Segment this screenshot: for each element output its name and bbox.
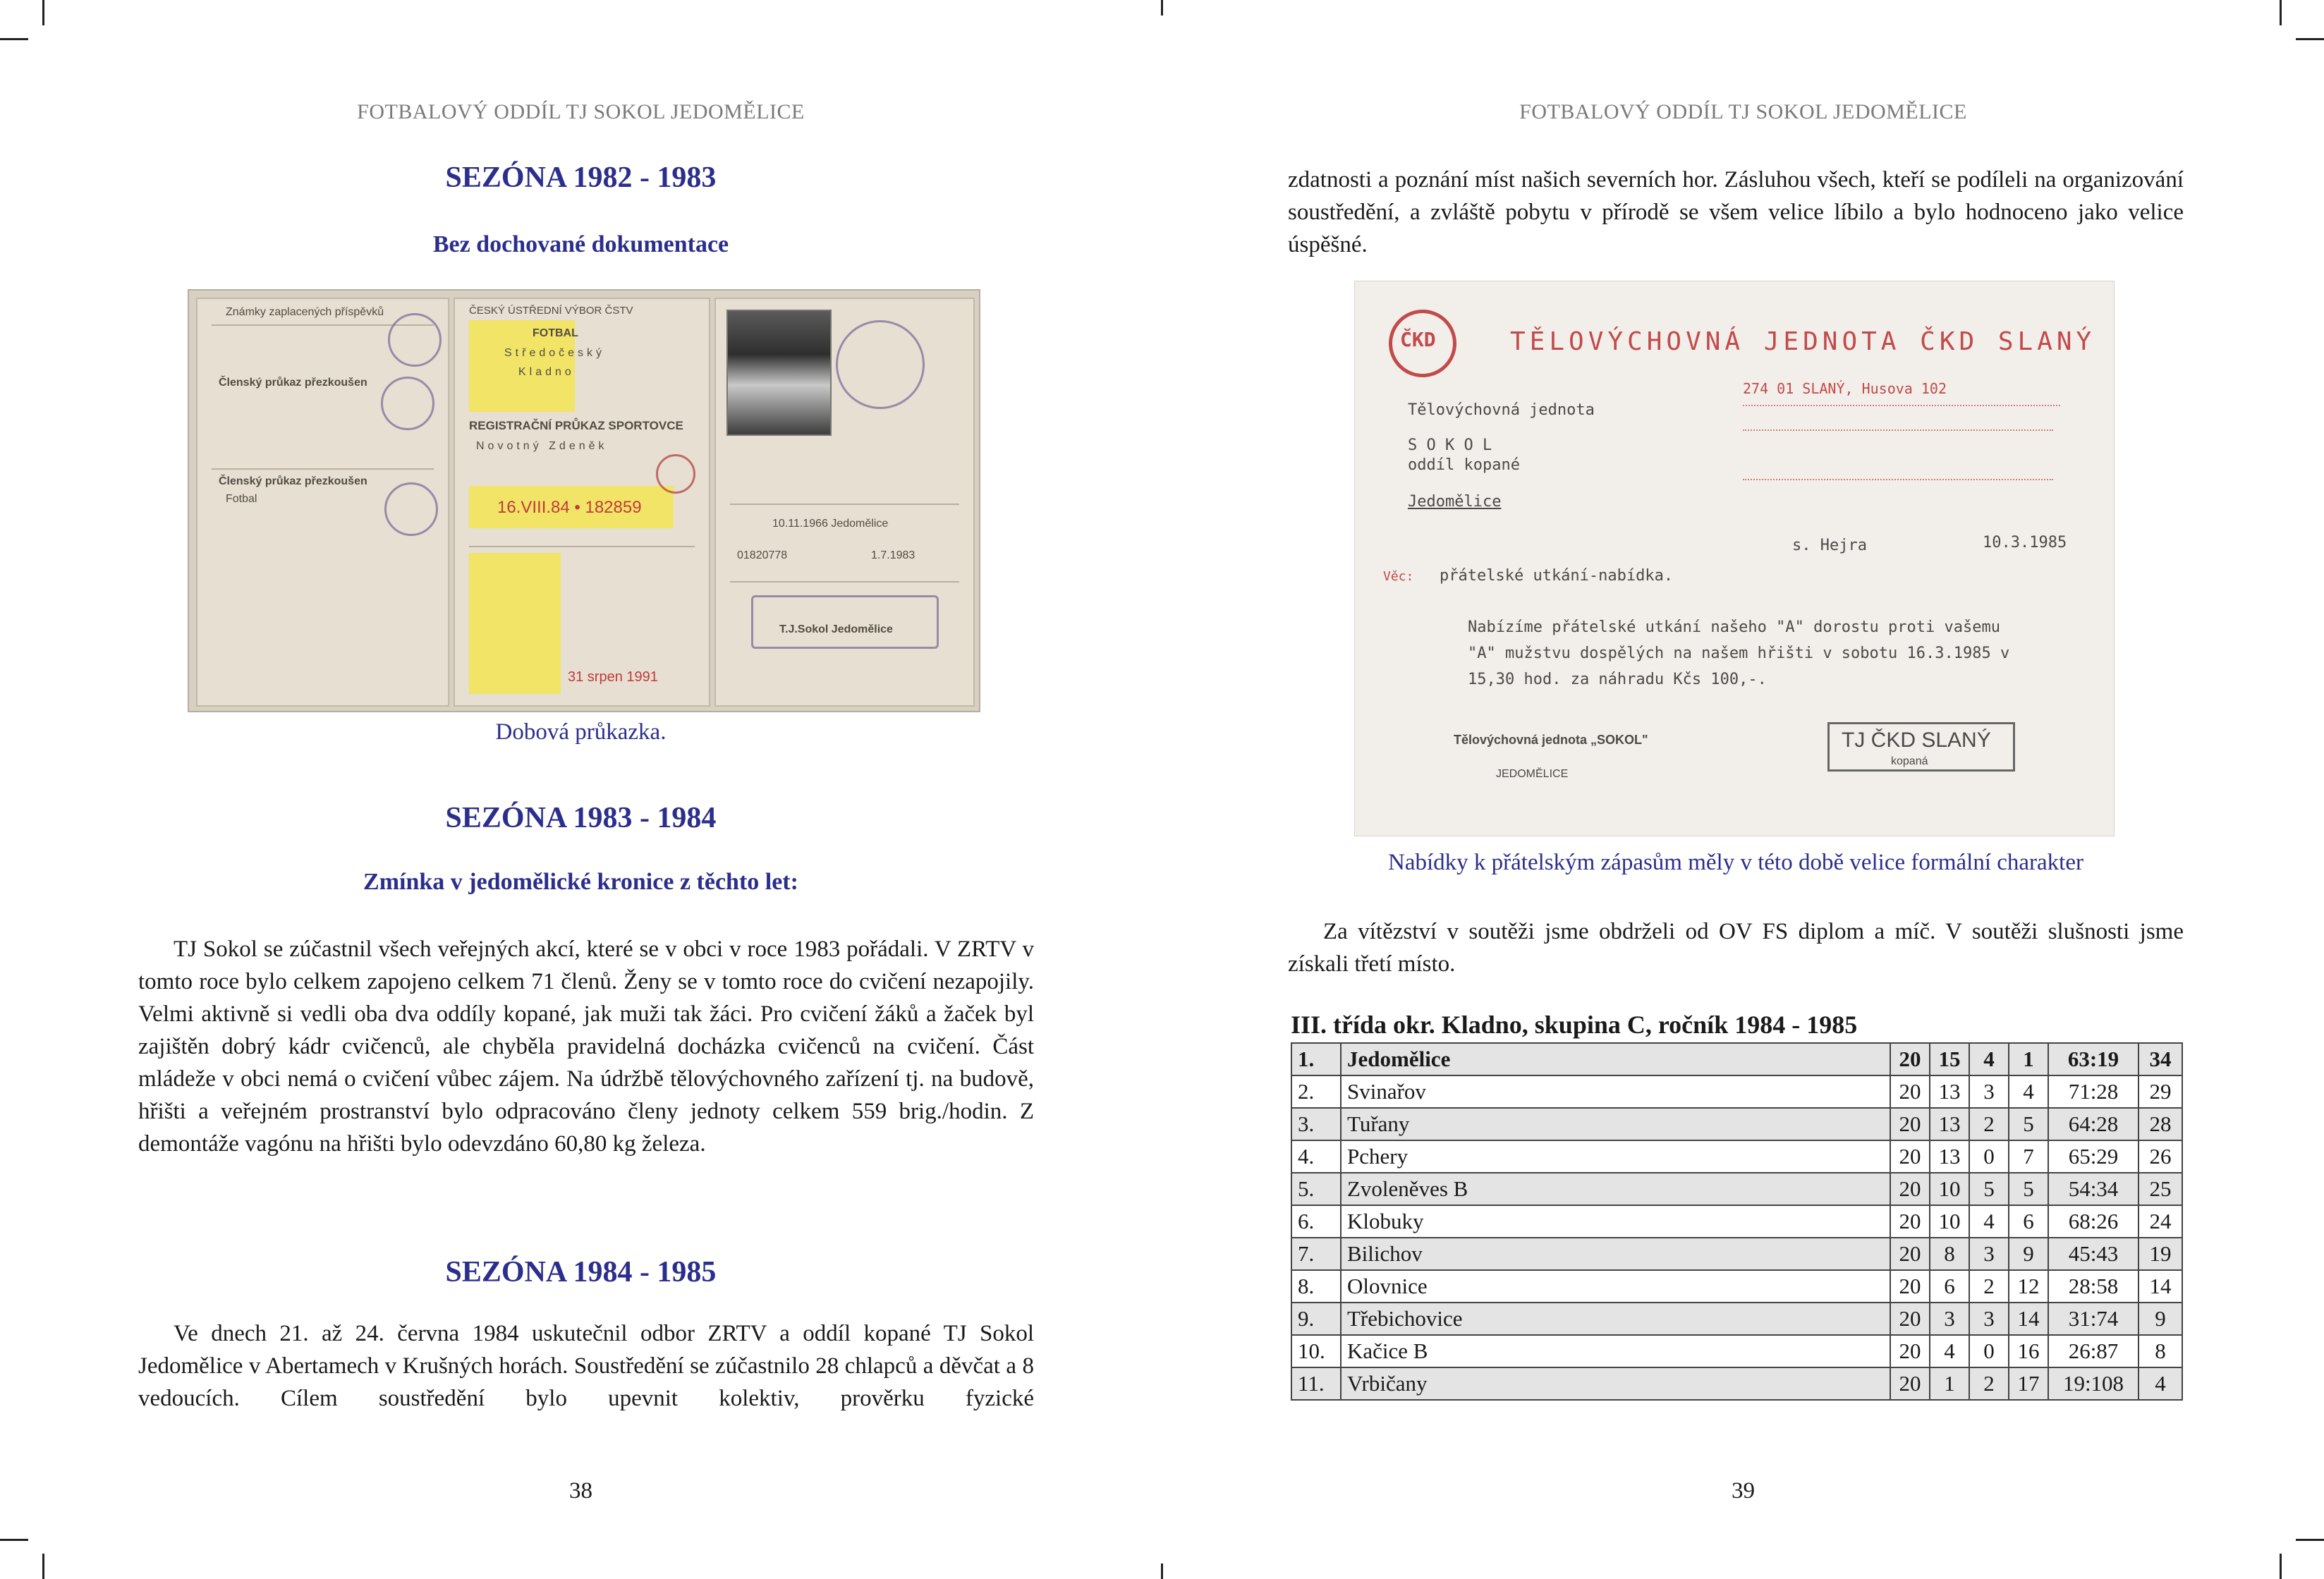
body-paragraph-continued: [1288, 164, 2184, 261]
wins-cell: 10: [1930, 1173, 1969, 1205]
card-line: [212, 468, 434, 470]
losses-cell: 4: [2009, 1075, 2048, 1108]
letter-subject: přátelské utkání-nabídka.: [1440, 567, 1674, 585]
wins-cell: 13: [1930, 1075, 1969, 1108]
letter-handler: s. Hejra: [1792, 537, 1867, 554]
running-head: FOTBALOVÝ ODDÍL TJ SOKOL JEDOMĚLICE: [357, 100, 805, 123]
losses-cell: 1: [2009, 1043, 2048, 1075]
score-cell: 31:74: [2048, 1303, 2139, 1335]
draws-cell: 2: [1969, 1367, 2009, 1400]
table-row: [1291, 1043, 2182, 1075]
letterhead: TĚLOVÝCHOVNÁ JEDNOTA ČKD SLANÝ: [1510, 327, 2096, 356]
score-cell: 68:26: [2048, 1205, 2139, 1238]
rank-cell: 4.: [1291, 1140, 1341, 1173]
draws-cell: 3: [1969, 1075, 2009, 1108]
membership-card-photo: [188, 289, 980, 712]
paragraph: Ve dnech 21. až 24. června 1984 uskutečnil odbor ZRTV a oddíl kopané TJ Sokol Jedomělice v Abertamech v Krušných horách. Soustředění se zúčastnilo 28 chlapců a děvčat a 8 vedoucích. Cílem soustředění bylo upevnit kolektiv, prověrku fyzické: [138, 1321, 1034, 1411]
wins-cell: 13: [1930, 1140, 1969, 1173]
score-cell: 71:28: [2048, 1075, 2139, 1108]
team-cell: Zvoleněves B: [1341, 1173, 1890, 1205]
score-cell: 19:108: [2048, 1367, 2139, 1400]
played-cell: 20: [1890, 1043, 1930, 1075]
points-cell: 34: [2139, 1043, 2182, 1075]
team-cell: Olovnice: [1341, 1270, 1890, 1303]
card-panel-registration: [454, 298, 710, 707]
wins-cell: 1: [1930, 1367, 1969, 1400]
losses-cell: 6: [2009, 1205, 2048, 1238]
league-table: [1291, 1042, 2183, 1401]
wins-cell: 4: [1930, 1335, 1969, 1367]
wins-cell: 13: [1930, 1108, 1969, 1140]
letter-recipient: S O K O L: [1408, 437, 1492, 454]
losses-cell: 9: [2009, 1238, 2048, 1270]
card-text: Novotný Zdeněk: [476, 440, 608, 452]
card-text: FOTBAL: [533, 327, 578, 339]
stamp-icon: [388, 313, 442, 367]
played-cell: 20: [1890, 1335, 1930, 1367]
letter-divider: [1743, 479, 2053, 483]
card-line: [730, 504, 959, 505]
photo-caption-card: Dobová průkazka.: [495, 719, 667, 745]
points-cell: 26: [2139, 1140, 2182, 1173]
card-line: [469, 546, 695, 547]
card-text: Kladno: [518, 366, 575, 378]
paragraph: Za vítězství v soutěži jsme obdrželi od OV FS diplom a míč. V soutěži slušnosti jsme získali třetí místo.: [1288, 919, 2184, 977]
rank-cell: 2.: [1291, 1075, 1341, 1108]
card-text: Středočeský: [504, 347, 606, 359]
letter-photo: [1354, 281, 2115, 836]
draws-cell: 5: [1969, 1173, 2009, 1205]
letter-recipient: Tělovýchovná jednota: [1408, 401, 1595, 419]
score-cell: 64:28: [2048, 1108, 2139, 1140]
draws-cell: 4: [1969, 1205, 2009, 1238]
losses-cell: 14: [2009, 1303, 2048, 1335]
page-number: 38: [569, 1478, 592, 1504]
draws-cell: 2: [1969, 1270, 2009, 1303]
table-row: [1291, 1173, 2182, 1205]
draws-cell: 3: [1969, 1238, 2009, 1270]
season-subheading-1982: Bez dochované dokumentace: [432, 231, 729, 257]
played-cell: 20: [1890, 1367, 1930, 1400]
draws-cell: 3: [1969, 1303, 2009, 1335]
running-head: FOTBALOVÝ ODDÍL TJ SOKOL JEDOMĚLICE: [1519, 100, 1967, 123]
team-cell: Tuřany: [1341, 1108, 1890, 1140]
points-cell: 4: [2139, 1367, 2182, 1400]
points-cell: 14: [2139, 1270, 2182, 1303]
stamp-left-text: JEDOMĚLICE: [1496, 768, 1569, 780]
score-cell: 54:34: [2048, 1173, 2139, 1205]
wins-cell: 6: [1930, 1270, 1969, 1303]
losses-cell: 5: [2009, 1108, 2048, 1140]
card-panel-stamps: [196, 298, 449, 707]
draws-cell: 0: [1969, 1335, 2009, 1367]
wins-cell: 15: [1930, 1043, 1969, 1075]
played-cell: 20: [1890, 1173, 1930, 1205]
stamp-right-text: TJ ČKD SLANÝ: [1842, 728, 1991, 752]
card-panel-photo: [714, 298, 975, 707]
card-highlight: [469, 553, 561, 694]
losses-cell: 5: [2009, 1173, 2048, 1205]
letter-body: 15,30 hod. za náhradu Kčs 100,-.: [1468, 671, 1767, 688]
card-text: 16.VIII.84 • 182859: [497, 498, 642, 517]
team-cell: Klobuky: [1341, 1205, 1890, 1238]
letter-body: Nabízíme přátelské utkání našeho "A" dorostu proti vašemu: [1468, 618, 2000, 636]
draws-cell: 2: [1969, 1108, 2009, 1140]
stamp-icon: [751, 595, 939, 649]
rank-cell: 1.: [1291, 1043, 1341, 1075]
photo-caption-letter: Nabídky k přátelským zápasům měly v této době velice formální charakter: [1388, 850, 2083, 875]
table-row: [1291, 1108, 2182, 1140]
played-cell: 20: [1890, 1205, 1930, 1238]
table-row: [1291, 1140, 2182, 1173]
card-text: 01820778: [737, 549, 788, 561]
letter-divider: [1743, 429, 2053, 434]
card-text: ČESKÝ ÚSTŘEDNÍ VÝBOR ČSTV: [469, 305, 633, 317]
stamp-icon: [836, 320, 925, 409]
points-cell: 19: [2139, 1238, 2182, 1270]
score-cell: 28:58: [2048, 1270, 2139, 1303]
rank-cell: 6.: [1291, 1205, 1341, 1238]
rank-cell: 7.: [1291, 1238, 1341, 1270]
wins-cell: 8: [1930, 1238, 1969, 1270]
played-cell: 20: [1890, 1238, 1930, 1270]
losses-cell: 12: [2009, 1270, 2048, 1303]
letter-recipient: oddíl kopané: [1408, 456, 1520, 474]
losses-cell: 17: [2009, 1367, 2048, 1400]
stamp-icon: [384, 482, 438, 536]
played-cell: 20: [1890, 1303, 1930, 1335]
played-cell: 20: [1890, 1140, 1930, 1173]
stamp-left-text: Tělovýchovná jednota „SOKOL": [1454, 733, 1648, 747]
portrait-photo: [726, 310, 832, 436]
points-cell: 8: [2139, 1335, 2182, 1367]
paragraph: TJ Sokol se zúčastnil všech veřejných akcí, které se v obci v roce 1983 pořádali. V ZRTV v tomto roce bylo celkem zapojeno celkem 71 členů. Ženy se v tomto roce do cvičení nezapojily. Velmi aktivně si vedli oba dva oddíly kopané, jak muži tak žáci. Pro cvičení žáků a žaček byl zajištěn dobrý kádr cvičenců, ale chyběla pravidelná docházka cvičenců na cvičení. Část mládeže v obci nemá o cvičení vůbec zájem. Na údržbě tělovýchovného zařízení tj. na budově, hřišti a veřejném prostranství bylo odpracováno členy jednoty celkem 559 brig./hodin. Z demontáže vagónu na hřišti bylo odevzdáno 60,80 kg železa.: [138, 937, 1034, 1157]
team-cell: Třebichovice: [1341, 1303, 1890, 1335]
card-text: T.J.Sokol Jedomělice: [779, 623, 893, 635]
played-cell: 20: [1890, 1108, 1930, 1140]
losses-cell: 7: [2009, 1140, 2048, 1173]
card-text: 10.11.1966 Jedomělice: [772, 518, 889, 530]
team-cell: Svinařov: [1341, 1075, 1890, 1108]
points-cell: 28: [2139, 1108, 2182, 1140]
card-text: Fotbal: [226, 493, 257, 505]
points-cell: 29: [2139, 1075, 2182, 1108]
played-cell: 20: [1890, 1075, 1930, 1108]
draws-cell: 4: [1969, 1043, 2009, 1075]
team-cell: Vrbičany: [1341, 1367, 1890, 1400]
league-table-title: III. třída okr. Kladno, skupina C, ročník 1984 - 1985: [1291, 1011, 1858, 1039]
score-cell: 45:43: [2048, 1238, 2139, 1270]
season-heading-1984: SEZÓNA 1984 - 1985: [445, 1256, 717, 1288]
season-heading-1983: SEZÓNA 1983 - 1984: [445, 802, 717, 834]
letter-subject-label: Věc:: [1383, 569, 1414, 584]
wins-cell: 10: [1930, 1205, 1969, 1238]
stamp-right-text: kopaná: [1891, 755, 1928, 767]
points-cell: 25: [2139, 1173, 2182, 1205]
card-text: Členský průkaz přezkoušen: [219, 475, 367, 487]
points-cell: 24: [2139, 1205, 2182, 1238]
rank-cell: 5.: [1291, 1173, 1341, 1205]
letter-date: 10.3.1985: [1983, 534, 2067, 551]
score-cell: 63:19: [2048, 1043, 2139, 1075]
letter-recipient: Jedomělice: [1408, 493, 1502, 511]
losses-cell: 16: [2009, 1335, 2048, 1367]
card-text: Známky zaplacených příspěvků: [226, 306, 384, 318]
team-cell: Kačice B: [1341, 1335, 1890, 1367]
table-row: [1291, 1238, 2182, 1270]
rank-cell: 3.: [1291, 1108, 1341, 1140]
table-row: [1291, 1335, 2182, 1367]
table-row: [1291, 1367, 2182, 1400]
stamp-icon: [656, 454, 695, 494]
season-heading-1982: SEZÓNA 1982 - 1983: [445, 161, 717, 194]
team-cell: Bilichov: [1341, 1238, 1890, 1270]
team-cell: Pchery: [1341, 1140, 1890, 1173]
paragraph: zdatnosti a poznání míst našich severních hor. Zásluhou všech, kteří se podíleli na organizování soustředění, a zvláště pobytu v přírodě se všem velice líbilo a bylo hodnoceno jako velice úspěšné.: [1288, 167, 2184, 257]
table-row: [1291, 1303, 2182, 1335]
season-subheading-1983: Zmínka v jedomělické kronice z těchto let:: [363, 869, 798, 895]
stamp-icon: [381, 377, 434, 430]
letter-body: "A" mužstvu dospělých na našem hřišti v sobotu 16.3.1985 v: [1468, 645, 2010, 662]
points-cell: 9: [2139, 1303, 2182, 1335]
page-number: 39: [1732, 1478, 1755, 1504]
table-row: [1291, 1205, 2182, 1238]
body-paragraph-chronicle: [138, 933, 1034, 1160]
logo-text: ČKD: [1400, 328, 1436, 351]
rank-cell: 8.: [1291, 1270, 1341, 1303]
played-cell: 20: [1890, 1270, 1930, 1303]
card-line: [730, 581, 959, 583]
wins-cell: 3: [1930, 1303, 1969, 1335]
rank-cell: 9.: [1291, 1303, 1341, 1335]
table-row: [1291, 1075, 2182, 1108]
rank-cell: 11.: [1291, 1367, 1341, 1400]
card-text: Členský průkaz přezkoušen: [219, 377, 367, 389]
draws-cell: 0: [1969, 1140, 2009, 1173]
score-cell: 26:87: [2048, 1335, 2139, 1367]
letter-address: 274 01 SLANÝ, Husova 102: [1743, 380, 1947, 397]
card-text: 31 srpen 1991: [568, 669, 658, 685]
body-paragraph-camp: [138, 1317, 1034, 1415]
score-cell: 65:29: [2048, 1140, 2139, 1173]
rank-cell: 10.: [1291, 1335, 1341, 1367]
table-row: [1291, 1270, 2182, 1303]
card-text: 1.7.1983: [871, 549, 915, 561]
team-cell: Jedomělice: [1341, 1043, 1890, 1075]
letter-divider: [1743, 405, 2060, 409]
card-text: REGISTRAČNÍ PRŮKAZ SPORTOVCE: [469, 419, 683, 432]
body-paragraph-awards: [1288, 915, 2184, 980]
